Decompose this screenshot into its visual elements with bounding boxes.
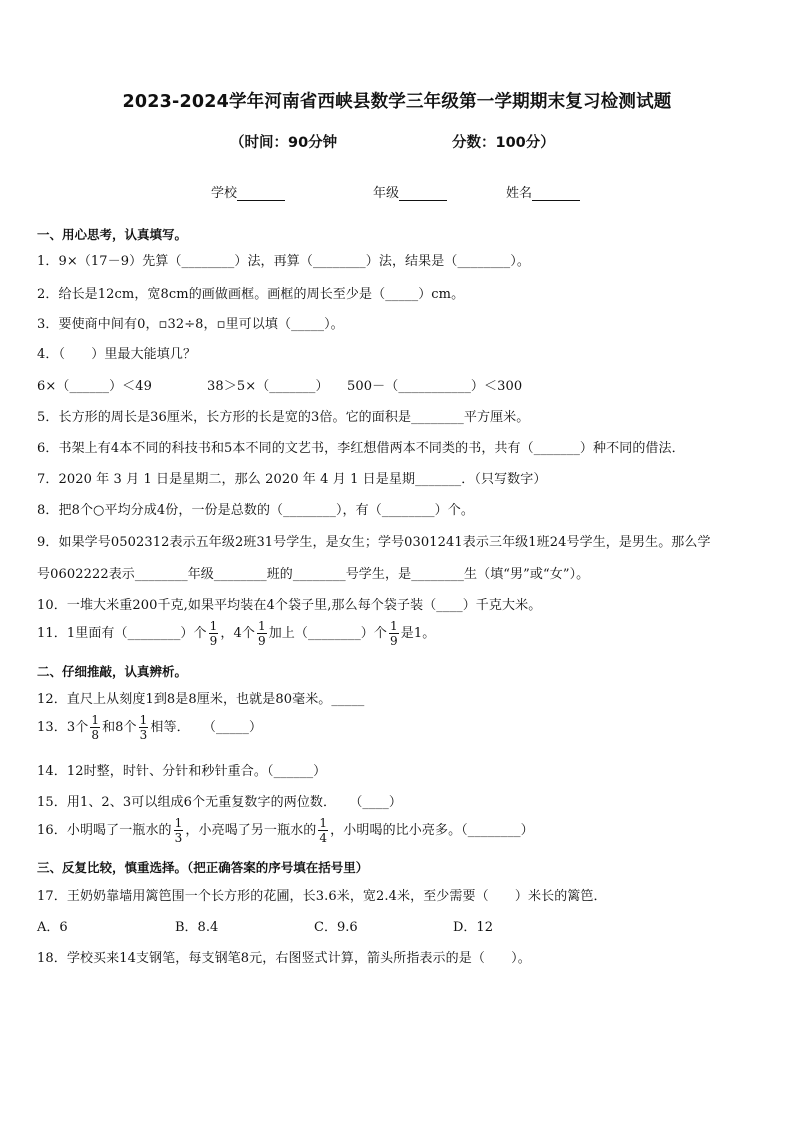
question-14: 14．12时整，时针、分针和秒针重合。（______） [37, 764, 327, 779]
question-4: 4．（ ）里最大能填几？ [37, 347, 197, 362]
exam-time: （时间：90分钟 [230, 135, 338, 151]
page-title: 2023-2024学年河南省西峡县数学三年级第一学期期末复习检测试题 [122, 92, 672, 112]
question-13: 13．3个 $\frac{1}{8}$ 和8个 $\frac{1}{3}$ 相等． （_____） [37, 713, 263, 742]
option-a[interactable]: A．6 [37, 920, 68, 935]
fraction: $\frac{1}{9}$ [390, 619, 398, 648]
section-3-heading: 三、反复比较，慎重选择。（把正确答案的序号填在括号里） [37, 860, 369, 875]
option-b[interactable]: B．8.4 [175, 920, 219, 935]
school-label: 学校 [211, 186, 238, 201]
option-c[interactable]: C．9.6 [314, 920, 358, 935]
question-4b: 38＞5×（_______） [207, 379, 329, 394]
fraction: $\frac{1}{8}$ [91, 713, 100, 742]
question-8: 8．把8个○平均分成4份，一份是总数的（________），有（________）个。 [37, 503, 474, 518]
question-11: 11．1里面有（________）个 $\frac{1}{9}$ ，4个 $\frac{1}{9}$ 加上（________）个 $\frac{1}{9}$ 是1。 [37, 619, 436, 648]
name-blank[interactable] [532, 186, 580, 201]
grade-field[interactable] [373, 182, 447, 201]
school-blank[interactable] [237, 186, 285, 201]
fraction: $\frac{1}{3}$ [174, 816, 183, 845]
option-d[interactable]: D．12 [453, 920, 493, 935]
question-10: 10．一堆大米重200千克,如果平均装在4个袋子里,那么每个袋子装（____）千克大米。 [37, 598, 542, 613]
question-9-line2: 号0602222表示________年级________班的________号学生，是________生（填“男”或“女”）。 [37, 567, 590, 582]
name-label: 姓名 [506, 186, 533, 201]
question-16: 16．小明喝了一瓶水的 $\frac{1}{3}$ ，小亮喝了另一瓶水的 $\frac{1}{4}$ ，小明喝的比小亮多。（________） [37, 816, 534, 845]
school-field[interactable] [211, 182, 285, 201]
grade-label: 年级 [373, 186, 400, 201]
section-2-heading: 二、仔细推敲，认真辨析。 [37, 664, 188, 679]
fraction: $\frac{1}{9}$ [257, 619, 266, 648]
name-field[interactable] [506, 182, 580, 201]
question-6: 6．书架上有4本不同的科技书和5本不同的文艺书，李红想借两本不同类的书，共有（_______）种不同的借法． [37, 441, 685, 456]
question-15: 15．用1、2、3可以组成6个无重复数字的两位数． （____） [37, 795, 402, 810]
fraction: $\frac{1}{9}$ [209, 619, 218, 648]
question-2: 2．给长是12cm，宽8cm的画做画框。画框的周长至少是（_____）cm。 [37, 287, 465, 302]
grade-blank[interactable] [399, 186, 447, 201]
question-1: 1．9×（17－9）先算（________）法，再算（________）法，结果是（________）。 [37, 254, 530, 269]
fraction: $\frac{1}{3}$ [139, 713, 148, 742]
question-3: 3．要使商中间有0，▫32÷8，▫里可以填（_____）。 [37, 317, 344, 332]
question-17: 17．王奶奶靠墙用篱笆围一个长方形的花圃，长3.6米，宽2.4米，至少需要（ ）米长的篱笆． [37, 889, 607, 904]
section-1-heading: 一、用心思考，认真填写。 [37, 227, 188, 242]
question-12: 12．直尺上从刻度1到8是8厘米，也就是80毫米。_____ [37, 692, 365, 707]
question-4c: 500－（___________）＜300 [347, 379, 523, 394]
fraction: $\frac{1}{4}$ [319, 816, 328, 845]
question-4a: 6×（______）＜49 [37, 379, 153, 394]
question-7: 7．2020 年 3 月 1 日是星期二，那么 2020 年 4 月 1 日是星期_______．（只写数字） [37, 472, 547, 487]
exam-score: 分数：100分） [452, 135, 555, 151]
question-5: 5．长方形的周长是36厘米，长方形的长是宽的3倍。它的面积是________平方厘米。 [37, 410, 530, 425]
question-9-line1: 9．如果学号0502312表示五年级2班31号学生，是女生；学号0301241表示三年级1班24号学生，是男生。那么学 [37, 535, 711, 550]
question-18: 18．学校买来14支钢笔，每支钢笔8元，右图竖式计算，箭头所指表示的是（ ）。 [37, 951, 531, 966]
